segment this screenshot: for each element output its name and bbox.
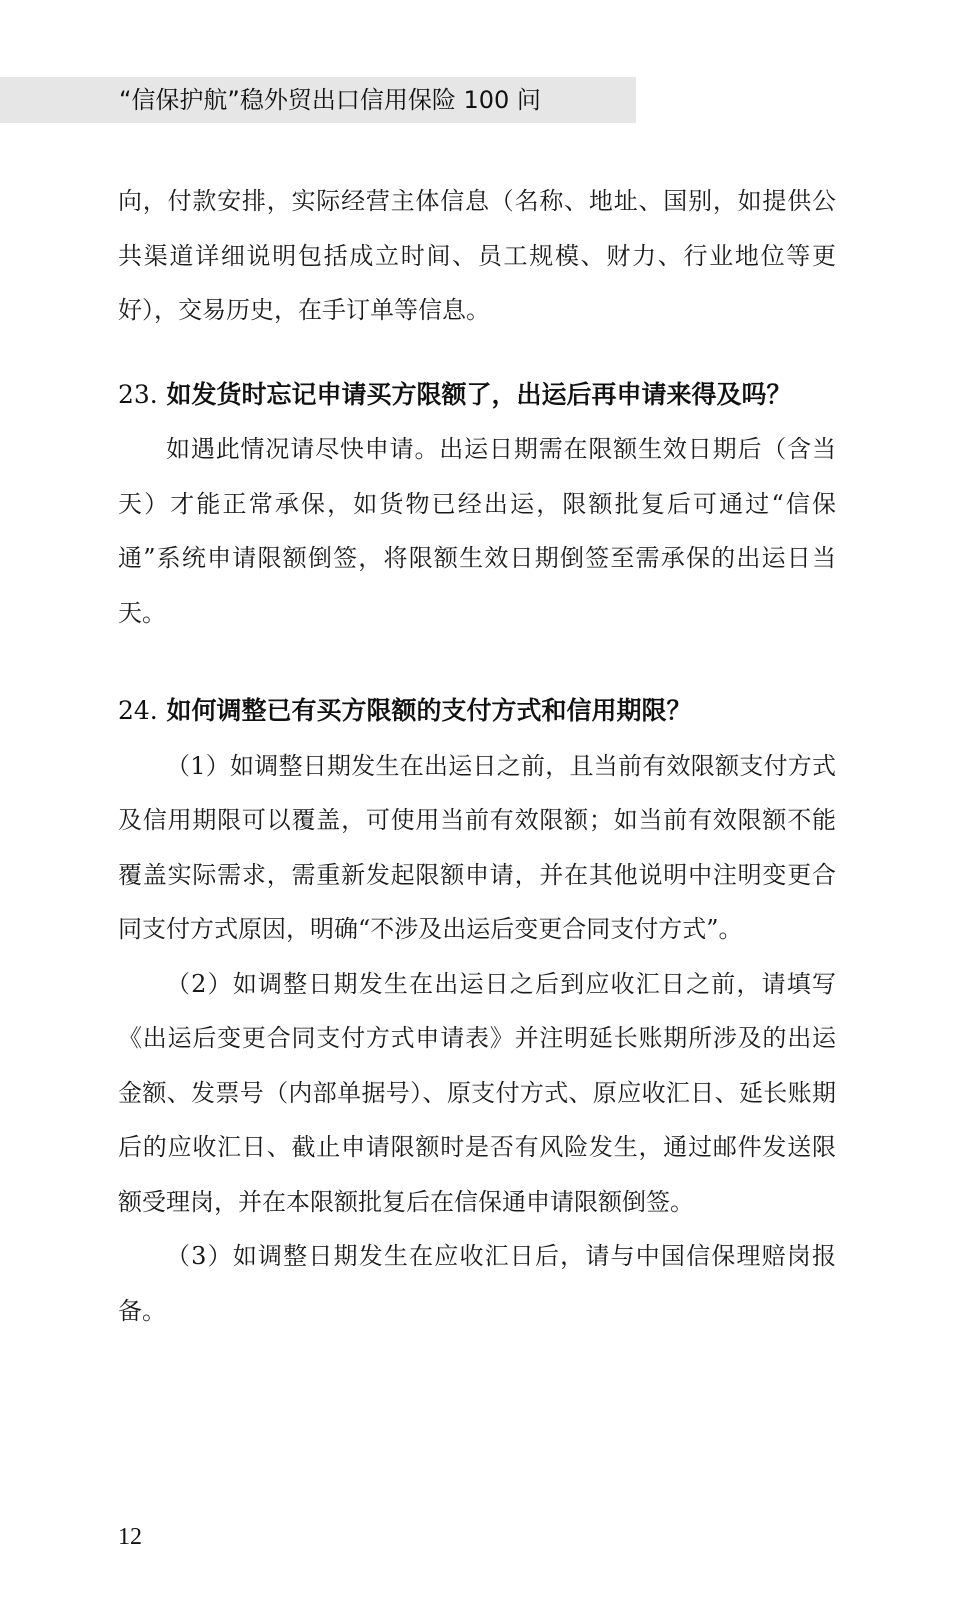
question-24-answer-3: （3）如调整日期发生在应收汇日后，请与中国信保理赔岗报备。 [118,1242,836,1325]
question-23-number: 23. [118,379,158,409]
question-24-number: 24. [118,696,158,725]
question-24-answer-1: （1）如调整日期发生在出运日之前，且当前有效限额支付方式及信用期限可以覆盖，可使用当前有效限额；如当前有效限额不能覆盖实际需求，需重新发起限额申请，并在其他说明中注明变更合同支付方式原因，明确“不涉及出运后变更合同支付方式”。 [118,751,836,943]
question-23-answer: 如遇此情况请尽快申请。出运日期需在限额生效日期后（含当天）才能正常承保，如货物已经出运，限额批复后可通过“信保通”系统申请限额倒签，将限额生效日期倒签至需承保的出运日当天。 [118,435,836,627]
question-24-heading [118,684,836,739]
question-23-heading [118,368,836,423]
question-24-title: 如何调整已有买方限额的支付方式和信用期限？ [166,696,692,725]
question-23-title: 如发货时忘记申请买方限额了，出运后再申请来得及吗？ [166,379,792,409]
page-content [118,174,836,1338]
running-header-title: “信保护航”稳外贸出口信用保险 100 问 [119,86,541,114]
question-24-answer-2: （2）如调整日期发生在出运日之后到应收汇日之前，请填写《出运后变更合同支付方式申请表》并注明延长账期所涉及的出运金额、发票号（内部单据号）、原支付方式、原应收汇日、延长账期后的应收汇日、截止申请限额时是否有风险发生，通过邮件发送限额受理岗，并在本限额批复后在信保通申请限额倒签。 [118,969,836,1216]
page-number: 12 [118,1524,142,1550]
intro-paragraph: 向，付款安排，实际经营主体信息（名称、地址、国别，如提供公共渠道详细说明包括成立时间、员工规模、财力、行业地位等更好），交易历史，在手订单等信息。 [118,187,836,324]
